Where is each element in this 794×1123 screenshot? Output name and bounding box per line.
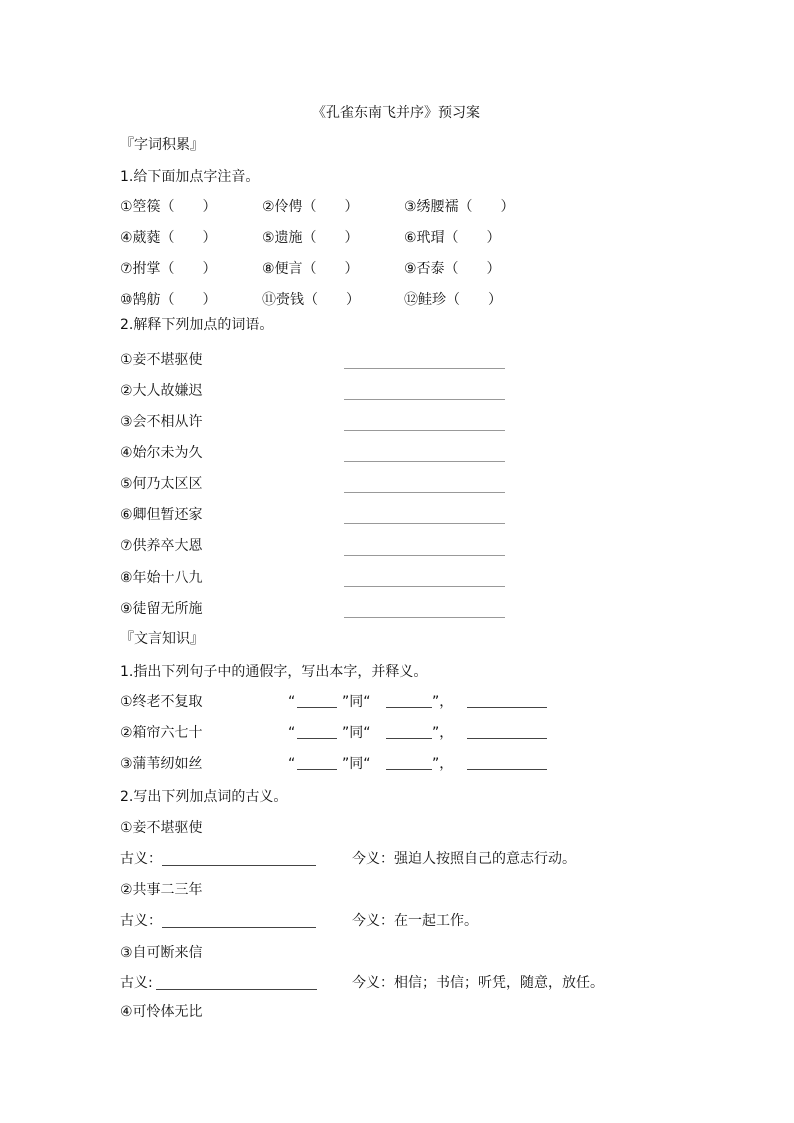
gu-label: 古义： [120,851,162,867]
pinyin-item: ⑨否泰（ ） [404,261,501,277]
blank-char[interactable] [297,738,337,739]
blank-orig[interactable] [386,707,432,708]
pinyin-item: ⑪赍钱（ ） [262,292,360,308]
answer-line[interactable] [344,399,505,400]
pinyin-item: ⑥玳瑁（ ） [404,230,501,246]
answer-line[interactable] [344,617,505,618]
pinyin-item: ⑫鲑珍（ ） [404,292,502,308]
pinyin-item: ⑩鹄舫（ ） [120,292,217,308]
answer-line[interactable] [344,368,505,369]
explain-item: ⑧年始十八九 [120,570,203,586]
section-header-vocabulary: 『字词积累』 [120,137,204,153]
answer-line[interactable] [344,461,505,462]
quote-mid: ”同“ [342,694,371,710]
blank-meaning[interactable] [467,769,547,770]
jin-meaning: 今义：相信；书信；听凭，随意，放任。 [352,975,604,991]
tongjia-item: ②箱帘六七十 [120,725,203,741]
answer-line[interactable] [344,586,505,587]
pinyin-item: ⑤遗施（ ） [262,230,359,246]
gu-label: 古义: [120,975,153,991]
answer-line[interactable] [344,523,505,524]
blank-char[interactable] [297,707,337,708]
gu-answer-line[interactable] [162,927,316,928]
question-ancient-meaning-prompt: 2.写出下列加点词的古义。 [120,789,288,805]
explain-item: ②大人故嫌迟 [120,383,203,399]
ancient-phrase: ①妾不堪驱使 [120,820,203,836]
explain-item: ⑨徒留无所施 [120,601,203,617]
tongjia-item: ①终老不复取 [120,694,203,710]
blank-char[interactable] [297,769,337,770]
explain-item: ⑥卿但暂还家 [120,507,203,523]
quote-open: “ [288,694,296,710]
jin-meaning: 今义：在一起工作。 [352,913,478,929]
quote-mid: ”同“ [342,725,371,741]
gu-answer-line[interactable] [162,865,316,866]
quote-mid: ”同“ [342,756,371,772]
pinyin-item: ⑦拊掌（ ） [120,261,217,277]
quote-open: “ [288,725,296,741]
question-explain-prompt: 2.解释下列加点的词语。 [120,317,274,333]
answer-line[interactable] [344,492,505,493]
page-title: 《孔雀东南飞并序》预习案 [312,105,480,121]
explain-item: ④始尔未为久 [120,445,203,461]
explain-item: ⑤何乃太区区 [120,476,203,492]
explain-item: ⑦供养卒大恩 [120,538,203,554]
pinyin-item: ⑧便言（ ） [262,261,359,277]
pinyin-item: ①箜篌（ ） [120,199,217,215]
section-header-classical: 『文言知识』 [120,631,204,647]
gu-answer-line[interactable] [156,989,317,990]
ancient-phrase: ③自可断来信 [120,945,203,961]
quote-close: ”， [432,694,454,710]
ancient-phrase: ④可怜体无比 [120,1004,203,1020]
pinyin-item: ②伶俜（ ） [262,199,359,215]
blank-orig[interactable] [386,769,432,770]
quote-close: ”， [432,756,454,772]
explain-item: ①妾不堪驱使 [120,352,203,368]
quote-open: “ [288,756,296,772]
ancient-phrase: ②共事二三年 [120,882,203,898]
tongjia-item: ③蒲苇纫如丝 [120,756,203,772]
answer-line[interactable] [344,430,505,431]
quote-close: ”， [432,725,454,741]
blank-meaning[interactable] [467,738,547,739]
question-tongjia-prompt: 1.指出下列句子中的通假字，写出本字，并释义。 [120,664,428,680]
blank-orig[interactable] [386,738,432,739]
question-pinyin-prompt: 1.给下面加点字注音。 [120,169,260,185]
blank-meaning[interactable] [467,707,547,708]
explain-item: ③会不相从许 [120,414,203,430]
pinyin-item: ④葳蕤（ ） [120,230,217,246]
gu-label: 古义： [120,913,162,929]
pinyin-item: ③绣腰襦（ ） [404,199,515,215]
jin-meaning: 今义：强迫人按照自己的意志行动。 [352,851,576,867]
answer-line[interactable] [344,555,505,556]
